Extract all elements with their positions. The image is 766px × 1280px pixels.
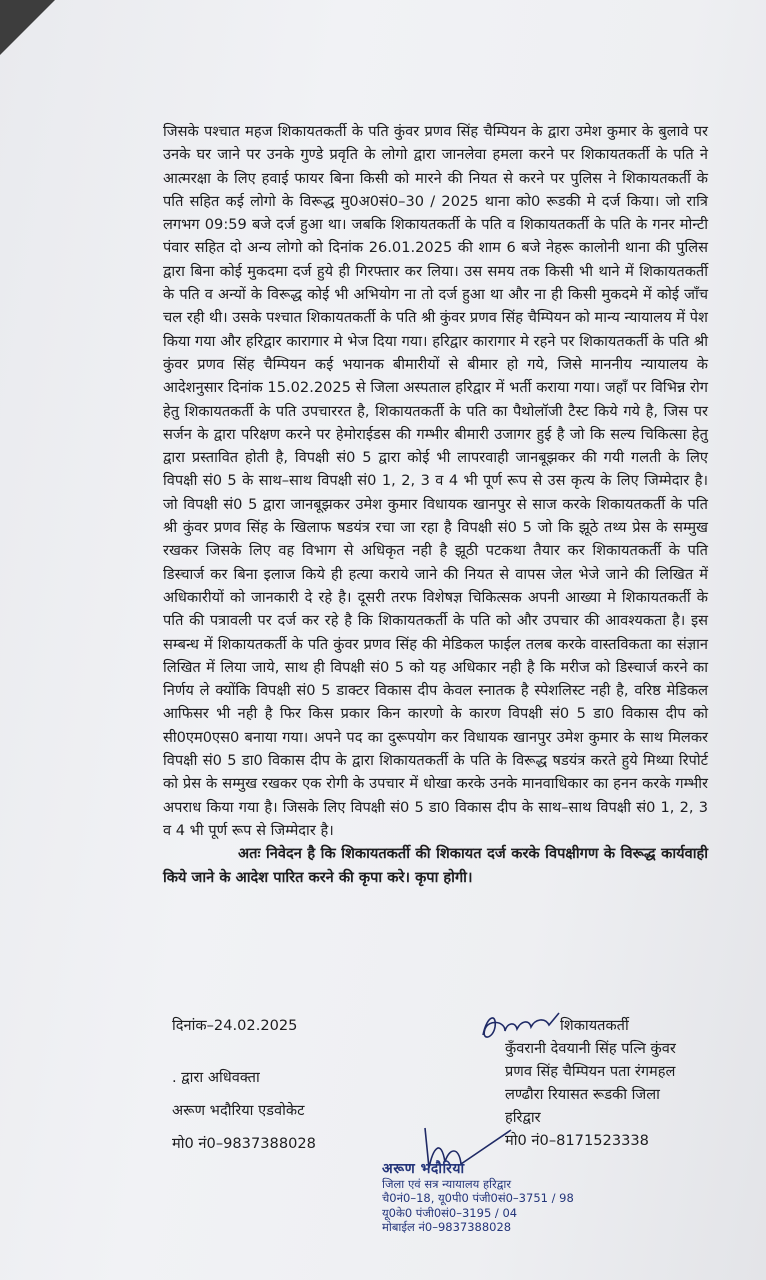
complainant-address <box>505 1037 715 1152</box>
complainant-line: कुँवरानी देवयानी सिंह पत्नि कुंवर <box>505 1040 676 1057</box>
stamp-name: अरूण भदौरिया <box>382 1161 465 1177</box>
complainant-line: प्रणव सिंह चैम्पियन पता रंगमहल <box>505 1063 676 1080</box>
complainant-mobile: मो0 नं0–8171523338 <box>505 1132 649 1149</box>
complaint-body <box>163 120 708 889</box>
document-date: दिनांक–24.02.2025 <box>172 1017 298 1034</box>
stamp-line: चै0नं0–18, यू0पी0 पंजी0सं0–3751 / 98 <box>382 1191 574 1205</box>
complainant-line: हरिद्वार <box>505 1109 541 1126</box>
stamp-line: जिला एवं सत्र न्यायालय हरिद्वार <box>382 1176 512 1191</box>
advocate-stamp <box>382 1162 592 1235</box>
complainant-title: शिकायतकर्ती <box>560 1017 629 1034</box>
advocate-mobile: मो0 नं0–9837388028 <box>172 1135 316 1152</box>
page-fold-shadow <box>0 0 55 55</box>
stamp-line: मोबाईल नं0–9837388028 <box>382 1220 512 1234</box>
prayer-paragraph: अतः निवेदन है कि शिकायतकर्ती की शिकायत दर्ज करके विपक्षीगण के विरूद्ध कार्यवाही किये जाने के आदेश पारित करने की कृपा करे। कृपा होगी। <box>163 845 708 886</box>
advocate-name: अरूण भदौरिया एडवोकेट <box>172 1102 305 1119</box>
advocate-via: . द्वारा अधिवक्ता <box>172 1069 260 1086</box>
complaint-paragraph: जिसके पश्चात महज शिकायतकर्ती के पति कुंवर प्रणव सिंह चैम्पियन के द्वारा उमेश कुमार के बुलावे पर उनके घर जाने पर उनके गुण्डे प्रवृति के लोगो द्वारा जानलेवा हमला करने पर शिकायतकर्ती के पति ने आत्मरक्षा के लिए हवाई फायर बिना किसी को मारने की नियत से करने पर पुलिस ने शिकायतकर्ती के पति सहित कई लोगो के विरूद्ध मु0अ0सं0–30 / 2025 थाना को0 रूडकी मे दर्ज किया। जो रात्रि लगभग 09:59 बजे दर्ज हुआ था। जबकि शिकायतकर्ती के पति व शिकायतकर्ती के पति के गनर मोन्टी पंवार सहित दो अन्य लोगो को दिनांक 26.01.2025 की शाम 6 बजे नेहरू कालोनी थाना की पुलिस द्वारा बिना कोई मुकदमा दर्ज हुये ही गिरफ्तार कर लिया। उस समय तक किसी भी थाने में शिकायतकर्ती के पति व अन्यों के विरूद्ध कोई भी अभियोग ना तो दर्ज हुआ था और ना ही किसी मुकदमे में कोई जाँच चल रही थी। उसके पश्चात शिकायतकर्ती के पति श्री कुंवर प्रणव सिंह चैम्पियन को मान्य न्यायालय में पेश किया गया और हरिद्वार कारागार मे भेज दिया गया। हरिद्वार कारागार मे रहने पर शिकायतकर्ती के पति श्री कुंवर प्रणव सिंह चैम्पियन कई भयानक बीमारीयों से बीमार हो गये, जिसे माननीय न्यायालय के आदेशनुसार दिनांक 15.02.2025 से जिला अस्पताल हरिद्वार में भर्ती कराया गया। जहॉं पर विभिन्न रोग हेतु शिकायतकर्ती के पति उपचाररत है, शिकायतकर्ती के पति का पैथोलॉजी टैस्ट किये गये है, जिस पर सर्जन के द्वारा परिक्षण करने पर हेमोराईडस की गम्भीर बीमारी उजागर हुई है जो कि सल्य चिकित्सा हेतु द्वारा प्रस्तावित होती है, विपक्षी सं0 5 द्वारा कोई भी लापरवाही जानबूझकर की गयी गलती के लिए विपक्षी सं0 5 के साथ–साथ विपक्षी सं0 1, 2, 3 व 4 भी पूर्ण रूप से उस कृत्य के लिए जिम्मेदार है। जो विपक्षी सं0 5 द्वारा जानबूझकर उमेश कुमार विधायक खानपुर से साज करके शिकायतकर्ती के पति श्री कुंवर प्रणव सिंह के खिलाफ षडयंत्र रचा जा रहा है विपक्षी सं0 5 जो कि झूठे तथ्य प्रेस के सम्मुख रखकर जिसके लिए वह विभाग से अधिकृत नही है झूठी पटकथा तैयार कर शिकायतकर्ती के पति डिस्चार्ज कर बिना इलाज किये ही हत्या कराये जाने की नियत से वापस जेल भेजे जाने की लिखित में अधिकारीयों को जानकारी दे रहे है। दूसरी तरफ विशेषज्ञ चिकित्सक अपनी आख्या मे शिकायतकर्ती के पति की पत्रावली पर दर्ज कर रहे है कि शिकायतकर्ती के पति को और उपचार की आवश्यकता है। इस सम्बन्ध में शिकायतकर्ती के पति कुंवर प्रणव सिंह की मेडिकल फाईल तलब करके वास्तविकता का संज्ञान लिखित में लिया जाये, साथ ही विपक्षी सं0 5 को यह अधिकार नही है कि मरीज को डिस्चार्ज करने का निर्णय ले क्योंकि विपक्षी सं0 5 डाक्टर विकास दीप केवल स्नातक है स्पेशलिस्ट नही है, वरिष्ठ मेडिकल आफिसर भी नही है फिर किस प्रकार किन कारणो के कारण विपक्षी सं0 5 डा0 विकास दीप को सी0एम0एस0 बनाया गया। अपने पद का दुरूपयोग कर विधायक खानपुर उमेश कुमार के साथ मिलकर विपक्षी सं0 5 डा0 विकास दीप के द्वारा शिकायतकर्ती के पति के विरूद्ध षडयंत्र करते हुये मिथ्या रिपोर्ट को प्रेस के सम्मुख रखकर एक रोगी के उपचार में धोखा करके उनके मानवाधिकार का हनन करके गम्भीर अपराध किया गया है। जिसके लिए विपक्षी सं0 5 डा0 विकास दीप के साथ–साथ विपक्षी सं0 1, 2, 3 व 4 भी पूर्ण रूप से जिम्मेदार है। <box>163 123 708 839</box>
advocate-block <box>172 1066 432 1165</box>
stamp-line: यू0के0 पंजी0सं0–3195 / 04 <box>382 1205 518 1220</box>
complainant-line: लण्ढौरा रियासत रूडकी जिला <box>505 1086 660 1103</box>
